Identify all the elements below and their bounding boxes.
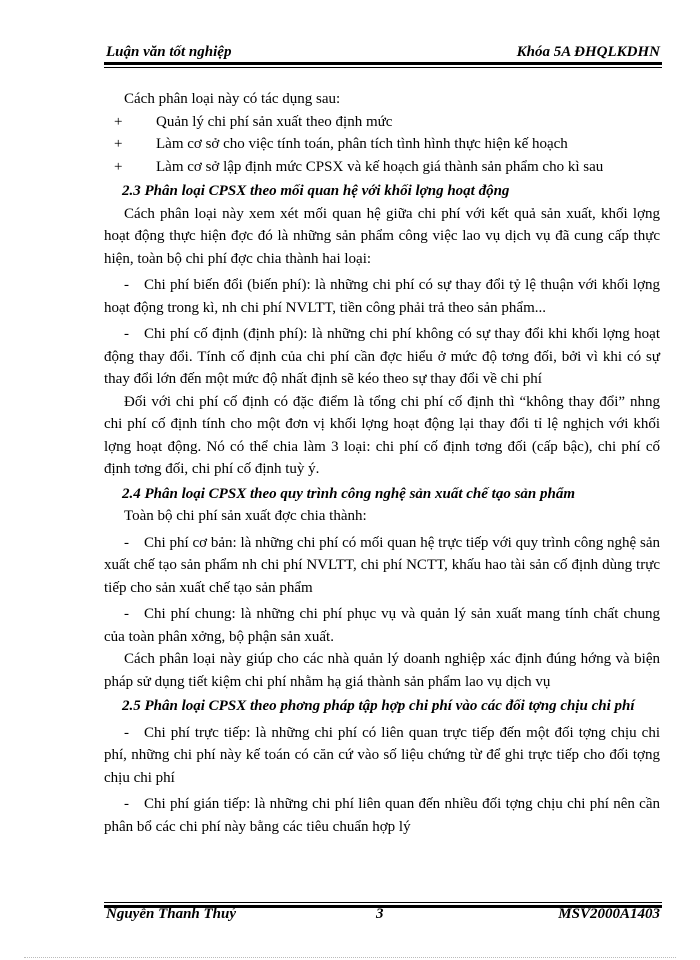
section-2-5-item-2: - Chi phí gián tiếp: là những chi phí liên quan đến nhiều đối tợng chịu chi phí nên cần phân bổ các chi phí này bằng các tiêu chuẩn hợp lý [104, 793, 660, 838]
section-heading-2-4: 2.4 Phân loại CPSX theo quy trình công nghệ sản xuất chế tạo sản phẩm [122, 485, 576, 502]
section-2-3-item-2: - Chi phí cố định (định phí): là những chi phí không có sự thay đổi khi khối lợng hoạt động thay đổi. Tính cố định của chi phí cần đợc hiểu ở mức độ tơng đối, bởi vì khi có sự thay đổi lớn đến một mức độ nhất định sẽ kéo theo sự thay đổi về chi phí [104, 323, 660, 391]
plus-bullet-icon: + [114, 113, 123, 130]
plus-item-3: + Làm cơ sở lập định mức CPSX và kế hoạch giá thành sản phẩm cho kì sau [104, 156, 660, 179]
section-heading-2-3: 2.3 Phân loại CPSX theo mối quan hệ với khối lợng hoạt động [122, 183, 510, 199]
section-2-5-item-1: - Chi phí trực tiếp: là những chi phí có liên quan trực tiếp đến một đối tợng chịu chi phí, những chi phí này kế toán có căn cứ vào số liệu chứng từ để ghi trực tiếp cho đối tợng chịu chi phí [104, 722, 660, 790]
dash-bullet-icon: - [124, 724, 129, 741]
footer-student-id: MSV2000A1403 [558, 906, 660, 922]
dash-bullet-icon: - [124, 326, 129, 342]
dash-bullet-icon: - [124, 796, 129, 812]
page-number: 3 [376, 906, 384, 922]
footer-author: Nguyễn Thanh Thuỷ [106, 906, 237, 922]
intro-text: Cách phân loại này có tác dụng sau: [124, 91, 341, 107]
header-rule-thick [104, 62, 662, 65]
page-content [104, 88, 660, 838]
header-rule-thin [104, 67, 662, 68]
section-heading-2-5: 2.5 Phân loại CPSX theo phơng pháp tập hợp chi phí vào các đối tợng chịu chi phí [122, 698, 635, 714]
plus-bullet-icon: + [114, 158, 123, 175]
footer-rule-thin [104, 902, 662, 903]
plus-item-1: + Quản lý chi phí sản xuất theo định mức [104, 111, 660, 134]
header-right-text: Khóa 5A ĐHQLKDHN [516, 44, 660, 60]
section-2-4-intro: Toàn bộ chi phí sản xuất đợc chia thành: [124, 508, 367, 524]
section-2-4-item-2: - Chi phí chung: là những chi phí phục vụ và quản lý sản xuất mang tính chất chung của toàn phân xởng, bộ phận sản xuất. [104, 603, 660, 648]
section-2-3-item-1: - Chi phí biến đổi (biến phí): là những chi phí có sự thay đổi tỷ lệ thuận với khối lợng hoạt động trong kì, nh chi phí NVLTT, tiền công phải trả theo sản phẩm... [104, 274, 660, 319]
dash-bullet-icon: - [124, 606, 129, 622]
section-2-4-paragraph: Cách phân loại này giúp cho các nhà quản lý doanh nghiệp xác định đúng hớng và biện pháp sử dụng tiết kiệm chi phí nhằm hạ giá thành sản phẩm lao vụ dịch vụ [104, 651, 660, 690]
page-break-divider [24, 957, 676, 958]
plus-bullet-icon: + [114, 136, 123, 152]
section-2-4-item-1: - Chi phí cơ bản: là những chi phí có mối quan hệ trực tiếp với quy trình công nghệ sản xuất chế tạo sản phẩm nh chi phí NVLTT, chi phí NCTT, khấu hao tài sản cố định dùng trực tiếp cho sản xuất chế tạo sản phẩm [104, 532, 660, 600]
section-2-3-paragraph: Cách phân loại này xem xét mối quan hệ giữa chi phí với kết quả sản xuất, khối lợng hoạt động thực hiện đợc đó là những sản phẩm công việc lao vụ dịch vụ đã cung cấp thực hiện, toàn bộ chi phí đợc chia thành hai loại: [104, 205, 660, 267]
dash-bullet-icon: - [124, 277, 129, 293]
page-footer [106, 906, 660, 928]
dash-bullet-icon: - [124, 534, 129, 551]
plus-item-2: + Làm cơ sở cho việc tính toán, phân tích tình hình thực hiện kế hoạch [104, 133, 660, 156]
section-2-3-paragraph-2: Đối với chi phí cố định có đặc điểm là tổng chi phí cố định thì “không thay đổi” nhng chi phí cố định tính cho một đơn vị khối lợng hoạt động lại thay đổi tỉ lệ nghịch với khối lợng hoạt động. Nó có thể chia làm 3 loại: chi phí cố định tơng đối (cấp bậc), chi phí cố định tơng đối, chi phí cố định tuỳ ý. [104, 393, 660, 477]
header-left-text: Luận văn tốt nghiệp [106, 44, 232, 60]
